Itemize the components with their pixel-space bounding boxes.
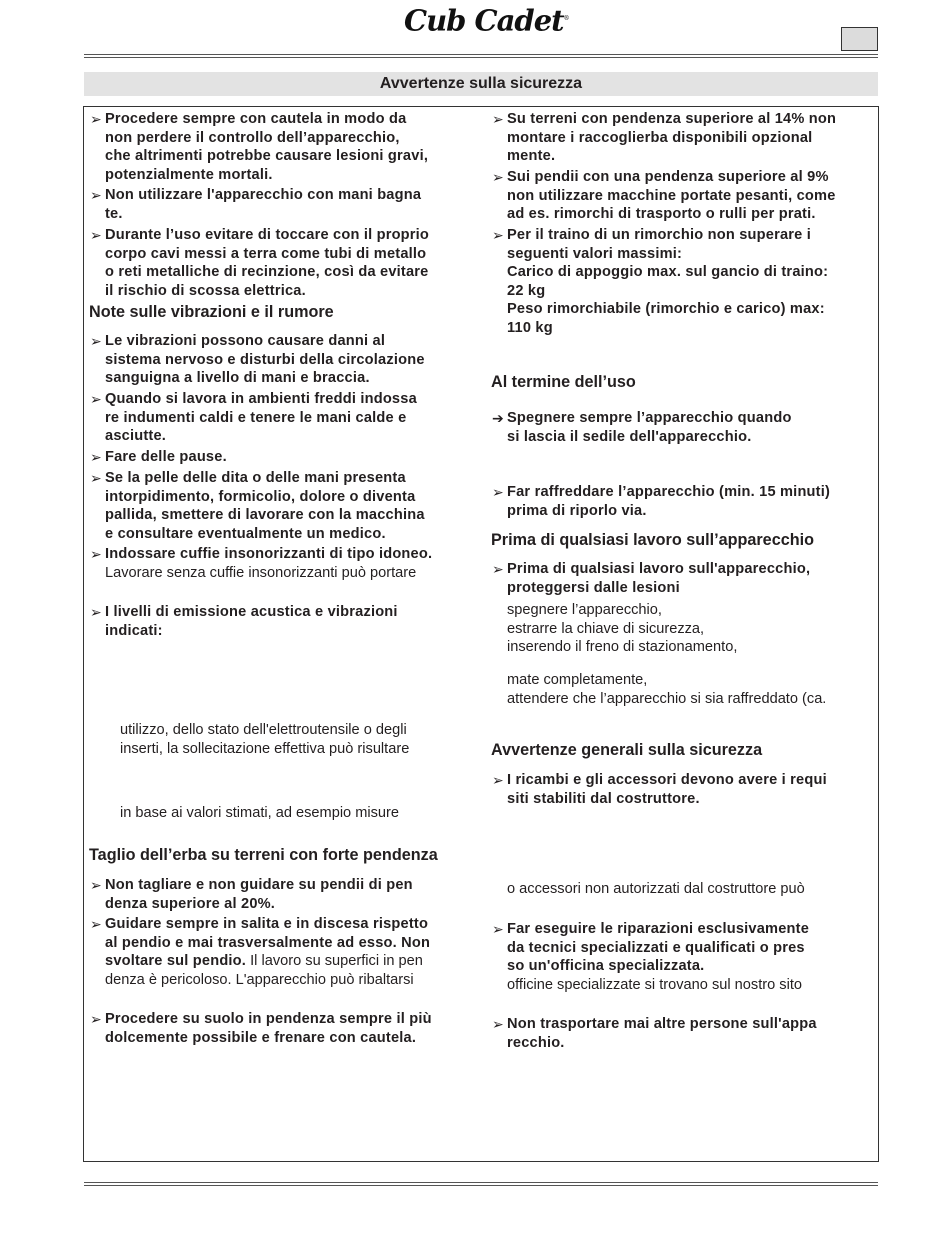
text-line: non utilizzare macchine portate pesanti, come [507,187,836,204]
safety-item [105,110,428,184]
arrowhead-bullet-icon: ➢ [492,484,504,500]
text-line: Non trasportare mai altre persone sull'appa [507,1016,817,1032]
brand-logo [404,2,579,36]
text-line: corpo cavi messi a terra come tubi di metallo [105,245,427,262]
vibration-note [120,804,399,823]
page-number-box [841,27,878,51]
text-line: Indossare cuffie insonorizzanti di tipo idoneo. [105,546,433,562]
general-note [507,880,805,899]
text-line: mate completamente, [507,672,648,688]
arrowhead-bullet-icon: ➢ [90,1011,102,1027]
arrowhead-bullet-icon: ➢ [90,916,102,932]
arrowhead-bullet-icon: ➢ [492,772,504,788]
text-line: recchio. [507,1034,565,1051]
text-line: inserendo il freno di stazionamento, [507,639,738,656]
vibration-item [105,603,398,640]
text-line: Far raffreddare l’apparecchio (min. 15 minuti) [507,484,831,500]
before-item [507,560,810,597]
bold-run: svoltare sul pendio. [105,953,247,970]
before-steps [507,671,826,708]
vibration-note [120,721,409,758]
arrowhead-bullet-icon: ➢ [90,391,102,407]
text-line: montare i raccoglierba disponibili opzional [507,129,813,146]
safety-item [105,186,421,223]
end-item [507,409,792,446]
brand-name: Cub Cadet [404,3,564,38]
text-line: o reti metalliche di recinzione, così da evitare [105,264,429,281]
text-line: Lavorare senza cuffie insonorizzanti può portare [105,564,417,581]
arrowhead-bullet-icon: ➢ [492,169,504,185]
text-line: siti stabiliti dal costruttore. [507,790,700,807]
arrowhead-bullet-icon: ➢ [90,546,102,562]
text-line: si lascia il sedile dell'apparecchio. [507,428,752,445]
content-frame [83,106,879,1162]
text-line: Durante l’uso evitare di toccare con il proprio [105,227,430,243]
arrowhead-bullet-icon: ➢ [90,111,102,127]
registered-mark: ® [563,15,569,22]
text-line: asciutte. [105,428,167,445]
text-line: so un'officina specializzata. [507,958,705,975]
text-line: Fare delle pause. [105,449,227,465]
text-line: sanguigna a livello di mani e braccia. [105,370,370,387]
text-line: indicati: [105,622,163,639]
text-line: Far eseguire le riparazioni esclusivamente [507,921,810,937]
end-of-use-heading: Al termine dell’uso [491,373,636,391]
text-line: Guidare sempre in salita e in discesa rispetto [105,916,429,932]
text-line: denza superiore al 20%. [105,895,276,912]
text-line: Per il traino di un rimorchio non superare i [507,227,811,243]
arrowhead-bullet-icon: ➢ [90,604,102,620]
text-line: potenzialmente mortali. [105,166,273,183]
text-line: prima di riporlo via. [507,502,647,519]
arrowhead-bullet-icon: ➢ [90,187,102,203]
arrowhead-bullet-icon: ➢ [492,561,504,577]
text-line: al pendio e mai trasversalmente ad esso. Non [105,934,431,951]
arrowhead-bullet-icon: ➢ [90,227,102,243]
header-rule-2 [84,57,878,58]
slope-heading: Taglio dell’erba su terreni con forte pendenza [89,846,438,864]
text-line: da tecnici specializzati e qualificati o pres [507,939,805,956]
normal-run: Il lavoro su superfici in pen [246,953,423,970]
text-line: dolcemente possibile e frenare con cautela. [105,1029,417,1046]
vibration-item [105,469,425,543]
text-line: seguenti valori massimi: [507,245,683,262]
footer-rule-2 [84,1185,878,1186]
text-line: 22 kg [507,282,546,299]
text-line: Procedere sempre con cautela in modo da [105,111,407,127]
arrowhead-bullet-icon: ➢ [492,921,504,937]
end-item [507,483,830,520]
arrowhead-bullet-icon: ➢ [492,111,504,127]
slope-item [105,915,430,989]
slope-item [105,876,413,913]
text-line: I ricambi e gli accessori devono avere i requi [507,772,827,788]
arrowhead-bullet-icon: ➢ [90,449,102,465]
section-title-bar [84,72,878,96]
text-line: il rischio di scossa elettrica. [105,282,306,299]
slope-item [507,110,836,166]
text-line: inserti, la sollecitazione effettiva può risultare [120,740,410,757]
section-title: Avvertenze sulla sicurezza [379,75,583,92]
text-line: Non tagliare e non guidare su pendii di pen [105,877,413,893]
text-line: Carico di appoggio max. sul gancio di traino: [507,264,829,281]
text-line: sistema nervoso e disturbi della circolazione [105,351,425,368]
text-line: 110 kg [507,319,553,336]
slope-item [507,168,836,224]
text-line: Peso rimorchiabile (rimorchio e carico) max: [507,301,825,318]
general-safety-heading: Avvertenze generali sulla sicurezza [491,741,763,759]
text-line: estrarre la chiave di sicurezza, [507,620,705,637]
text-line: mente. [507,148,556,165]
text-line: che altrimenti potrebbe causare lesioni gravi, [105,148,429,165]
safety-item [105,226,429,300]
text-line: denza è pericoloso. L'apparecchio può ribaltarsi [105,971,414,988]
text-line-mixed [105,952,430,971]
vibration-item [105,332,425,388]
footer-rule [84,1182,878,1183]
text-line: officine specializzate si trovano sul nostro sito [507,976,802,993]
text-line: proteggersi dalle lesioni [507,579,680,596]
text-line: pallida, smettere di lavorare con la macchina [105,507,425,524]
text-line: Sui pendii con una pendenza superiore al 9% [507,169,829,185]
slope-item [105,1010,432,1047]
text-line: intorpidimento, formicolio, dolore o diventa [105,488,416,505]
text-line: spegnere l’apparecchio, [507,602,662,618]
vibration-item [105,390,417,446]
vibration-item [105,448,227,467]
before-work-heading: Prima di qualsiasi lavoro sull’apparecchio [491,531,814,549]
vibration-item [105,545,432,582]
text-line: non perdere il controllo dell’apparecchio, [105,129,400,146]
text-line: ad es. rimorchi di trasporto o rulli per prati. [507,206,816,223]
arrowhead-bullet-icon: ➢ [90,470,102,486]
vibration-heading: Note sulle vibrazioni e il rumore [89,303,334,321]
text-line: Quando si lavora in ambienti freddi indossa [105,391,417,407]
text-line: o accessori non autorizzati dal costruttore può [507,881,805,897]
arrowhead-bullet-icon: ➢ [90,333,102,349]
text-line: Le vibrazioni possono causare danni al [105,333,386,349]
text-line: te. [105,205,123,222]
general-item [507,771,827,808]
arrowhead-bullet-icon: ➢ [90,877,102,893]
text-line: Procedere su suolo in pendenza sempre il più [105,1011,432,1027]
before-steps [507,601,737,657]
general-item [507,1015,817,1052]
slope-item [507,226,828,338]
text-line: utilizzo, dello stato dell'elettroutensile o degli [120,722,407,738]
text-line: e consultare eventualmente un medico. [105,525,386,542]
general-item [507,920,809,994]
text-line: Spegnere sempre l’apparecchio quando [507,410,792,426]
text-line: Se la pelle delle dita o delle mani presenta [105,470,406,486]
text-line: attendere che l’apparecchio si sia raffreddato (ca. [507,690,827,707]
text-line: Su terreni con pendenza superiore al 14% non [507,111,837,127]
text-line: in base ai valori stimati, ad esempio misure [120,805,400,821]
arrowhead-bullet-icon: ➢ [492,227,504,243]
text-line: Non utilizzare l'apparecchio con mani bagna [105,187,422,203]
arrowhead-bullet-icon: ➢ [492,1016,504,1032]
header-rule [84,54,878,55]
text-line: Prima di qualsiasi lavoro sull'apparecchio, [507,561,811,577]
right-arrow-bullet-icon: ➔ [492,410,504,426]
text-line: I livelli di emissione acustica e vibrazioni [105,604,398,620]
text-line: re indumenti caldi e tenere le mani calde e [105,409,407,426]
